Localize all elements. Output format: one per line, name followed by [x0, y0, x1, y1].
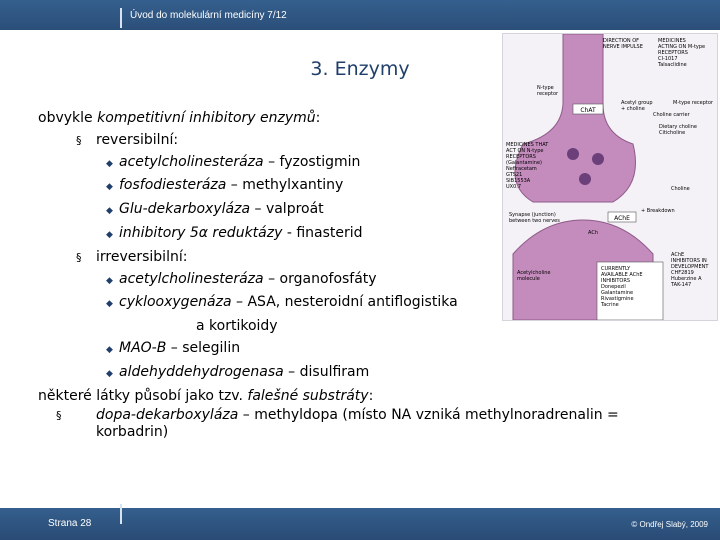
ache-label: AChE [614, 215, 630, 222]
list-item [38, 338, 698, 362]
copyright: © Ondřej Slabý, 2009 [631, 520, 708, 529]
enzyme-name: cyklooxygenáza [119, 294, 232, 311]
diamond-bullet-icon: ◆ [106, 182, 113, 193]
false-substrates-emphasis: falešné substráty [247, 387, 369, 404]
enzyme-name: inhibitory 5α reduktázy [119, 224, 283, 241]
separator: – [250, 201, 266, 218]
separator: – [231, 294, 248, 311]
acetylcholine-label: Acetylcholine molecule [517, 270, 551, 282]
drug-name: selegilin [182, 339, 241, 356]
diamond-bullet-icon: ◆ [106, 299, 113, 310]
synapse-diagram [503, 34, 717, 320]
synapse-label: Synapse (junction) between two nerves [509, 212, 560, 224]
vesicle [567, 148, 579, 160]
enzyme-name: MAO-B [119, 339, 167, 356]
ach-label: ACh [588, 230, 598, 236]
list-item-continuation: a kortikoidy [196, 318, 278, 335]
breakdown-label: + Breakdown [641, 208, 675, 214]
separator: – [283, 363, 300, 380]
diamond-bullet-icon: ◆ [106, 206, 113, 217]
separator: - [282, 224, 297, 241]
enzyme-name: acetylcholinesteráza [119, 270, 264, 287]
intro-suffix: : [315, 110, 321, 126]
intro-prefix: obvykle [38, 110, 98, 126]
diamond-bullet-icon: ◆ [106, 275, 113, 286]
separator: – [263, 153, 280, 170]
separator: – [263, 270, 280, 287]
drug-name: disulfiram [299, 363, 370, 380]
false-substrates-suffix: : [368, 387, 374, 404]
current-inhibitors-label: CURRENTLY AVAILABLE AChE INHIBITORS Donepezil Galantamine Rivastigmine Tacrine [601, 266, 643, 308]
diamond-bullet-icon: ◆ [106, 158, 113, 169]
drug-name: organofosfáty [279, 270, 377, 287]
page-number: Strana 28 [48, 518, 92, 529]
drug-name: methylxantiny [242, 177, 344, 194]
list-item [38, 362, 698, 386]
choline-label: Choline [671, 186, 690, 192]
header-title: Úvod do molekulární medicíny 7/12 [130, 10, 287, 21]
header-bar [0, 0, 720, 30]
choline-carrier-label: Choline carrier [653, 112, 690, 118]
slide-title: 3. Enzymy [310, 58, 410, 80]
diamond-bullet-icon: ◆ [106, 368, 113, 379]
presynaptic-neuron [515, 34, 636, 202]
drug-name: fyzostigmin [279, 153, 361, 170]
ache-development-label: AChE INHIBITORS IN DEVELOPMENT CHF2819 Huberzine A TAK-147 [671, 252, 709, 288]
acetyl-label: Acetyl group + choline [621, 100, 653, 112]
drug-name: finasterid [296, 224, 363, 241]
square-bullet-icon: § [76, 133, 82, 147]
dopa-item [38, 407, 678, 441]
separator: – [226, 177, 243, 194]
enzyme-name: Glu-dekarboxyláza [119, 201, 251, 218]
header-divider [120, 8, 122, 28]
reversible-label: reversibilní: [96, 131, 179, 148]
footer-divider [120, 504, 122, 524]
irreversible-label: irreversibilní: [96, 248, 188, 265]
dietary-choline-label: Dietary choline Citicholine [659, 124, 697, 136]
n-receptor-label: N-type receptor [537, 85, 559, 97]
square-bullet-icon: § [56, 409, 62, 423]
enzyme-name: aldehyddehydrogenasa [119, 363, 284, 380]
synapse-figure [502, 33, 718, 321]
direction-label: DIRECTION OF NERVE IMPULSE [603, 38, 643, 50]
medicines-n-label: MEDICINES THAT ACT ON N-type RECEPTORS (Galantamine) Nefiracetam GTS21 SIB1553A UX0.7 [506, 142, 549, 190]
vesicle [592, 153, 604, 165]
footer-bar [0, 508, 720, 540]
enzyme-name: dopa-dekarboxyláza [96, 407, 239, 424]
medicines-m-label: MEDICINES ACTING ON M-type RECEPTORS CI-1017 Talsaclidine [658, 38, 706, 68]
separator: – [166, 339, 183, 356]
vesicle [579, 173, 591, 185]
enzyme-name: acetylcholinesteráza [119, 153, 264, 170]
intro-emphasis: kompetitivní inhibitory enzymů [97, 110, 316, 126]
drug-name: ASA, nesteroidní antiflogistika [247, 294, 458, 311]
dopa-text: – methyldopa (místo NA vzniká methylnoradrenalin = korbadrin) [96, 407, 619, 441]
false-substrates-line [38, 386, 698, 408]
chat-label: ChAT [580, 107, 596, 114]
drug-name: valproát [265, 201, 324, 218]
false-substrates-prefix: některé látky působí jako tzv. [38, 387, 248, 404]
diamond-bullet-icon: ◆ [106, 344, 113, 355]
square-bullet-icon: § [76, 250, 82, 264]
m-receptor-label: M-type receptor [673, 100, 713, 106]
diamond-bullet-icon: ◆ [106, 229, 113, 240]
enzyme-name: fosfodiesteráza [119, 177, 227, 194]
